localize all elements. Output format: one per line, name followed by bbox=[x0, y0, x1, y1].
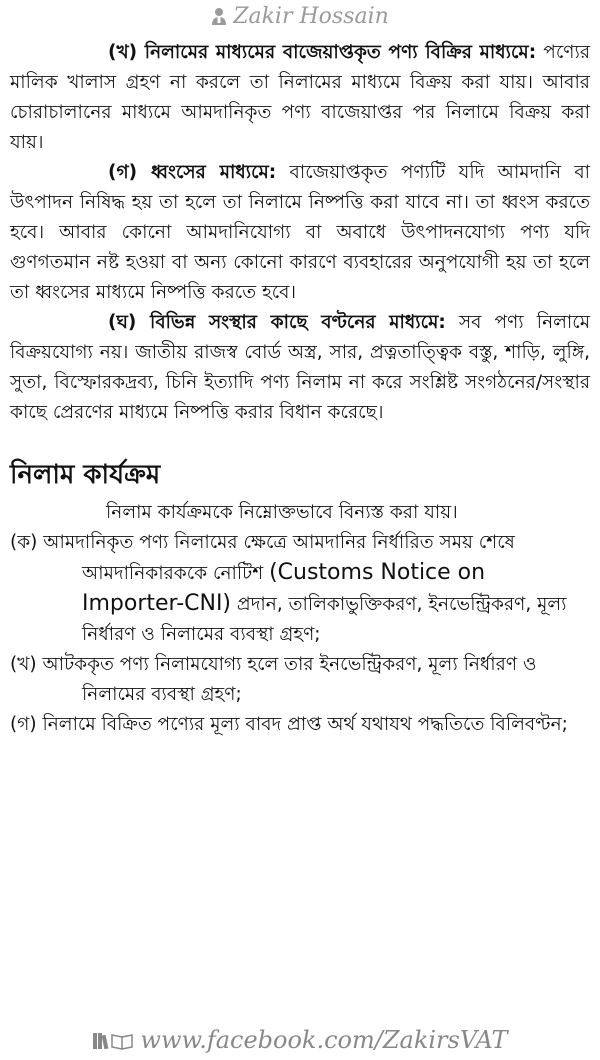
paragraph-distribution-disposal bbox=[10, 308, 590, 428]
paragraph-lead: (ঘ) বিভিন্ন সংস্থার কাছে বণ্টনের মাধ্যমে: bbox=[108, 312, 446, 333]
paragraph-body: পণ্যের মালিক খালাস গ্রহণ না করলে তা নিলামের মাধ্যমে বিক্রয় করা যায়। আবার চোরাচালানের মাধ্যমে আমদানিকৃত পণ্য বাজেয়াপ্তর পর নিলামে বিক্রয় করা যায়। bbox=[10, 42, 590, 153]
document-body bbox=[10, 38, 590, 740]
list-text: আটককৃত পণ্য নিলামযোগ্য হলে তার ইনভেন্ট্রিকরণ, মূল্য নির্ধারণ ও নিলামের ব্যবস্থা গ্রহণ; bbox=[42, 654, 537, 705]
list-marker: (ক) bbox=[10, 532, 38, 553]
watermark-bottom bbox=[0, 1026, 600, 1054]
list-text: নিলামে বিক্রিত পণ্যের মূল্য বাবদ প্রাপ্ত অর্থ যথাযথ পদ্ধতিতে বিলিবণ্টন; bbox=[42, 714, 568, 735]
paragraph-body: বাজেয়াপ্তকৃত পণ্যটি যদি আমদানি বা উৎপাদন নিষিদ্ধ হয় তা হলে তা নিলামে নিষ্পত্তি করা যাবে না। তা ধ্বংস করতে হবে। আবার কোনো আমদানিযোগ্য বা অবাধে উৎপাদনযোগ্য পণ্য যদি গুণগতমান নষ্ট হওয়া বা অন্য কোনো কারণে ব্যবহারের অনুপযোগী হয় তা হলে তা ধ্বংসের মাধ্যমে নিষ্পত্তি করতে হবে। bbox=[10, 162, 591, 303]
list-marker: (গ) bbox=[10, 714, 37, 735]
paragraph-auction-disposal bbox=[10, 38, 590, 158]
watermark-bottom-text: www.facebook.com/ZakirsVAT bbox=[140, 1026, 508, 1054]
paragraph-lead: (খ) নিলামের মাধ্যমের বাজেয়াপ্তকৃত পণ্য বিক্রির মাধ্যমে: bbox=[108, 42, 537, 63]
paragraph-lead: (গ) ধ্বংসের মাধ্যমে: bbox=[108, 162, 277, 183]
watermark-top bbox=[0, 4, 600, 29]
watermark-top-text: Zakir Hossain bbox=[233, 4, 389, 29]
list-item bbox=[10, 528, 590, 650]
books-icon bbox=[92, 1031, 134, 1051]
list-text: প্রদান, তালিকাভুক্তিকরণ, ইনভেন্ট্রিকরণ, মূল্য নির্ধারণ ও নিলামের ব্যবস্থা গ্রহণ; bbox=[82, 594, 567, 645]
list-marker: (খ) bbox=[10, 654, 37, 675]
person-icon bbox=[211, 7, 227, 25]
list-item bbox=[10, 650, 590, 710]
section-heading: নিলাম কার্যক্রম bbox=[10, 460, 161, 490]
list-text: আমদানিকৃত পণ্য নিলামের ক্ষেত্রে আমদানির নির্ধারিত সময় শেষে আমদানিকারককে নোটিশ bbox=[43, 532, 515, 584]
paragraph-destruction-disposal bbox=[10, 158, 590, 308]
section-intro: নিলাম কার্যক্রমকে নিম্নোক্তভাবে বিন্যস্ত করা যায়। bbox=[106, 502, 458, 523]
paragraph-body: সব পণ্য নিলামে বিক্রয়যোগ্য নয়। জাতীয় রাজস্ব বোর্ড অস্ত্র, সার, প্রত্নতাত্ত্বিক বস্তু, শাড়ি, লুঙ্গি, সুতা, বিস্ফোরকদ্রব্য, চিনি ইত্যাদি পণ্য নিলাম না করে সংশ্লিষ্ট সংগঠনের/সংস্থার কাছে প্রেরণের মাধ্যমে নিষ্পত্তি করার বিধান করেছে। bbox=[10, 312, 590, 423]
list-item bbox=[10, 710, 590, 740]
list-text-latin: (Customs Notice on Importer-CNI) bbox=[82, 560, 486, 616]
